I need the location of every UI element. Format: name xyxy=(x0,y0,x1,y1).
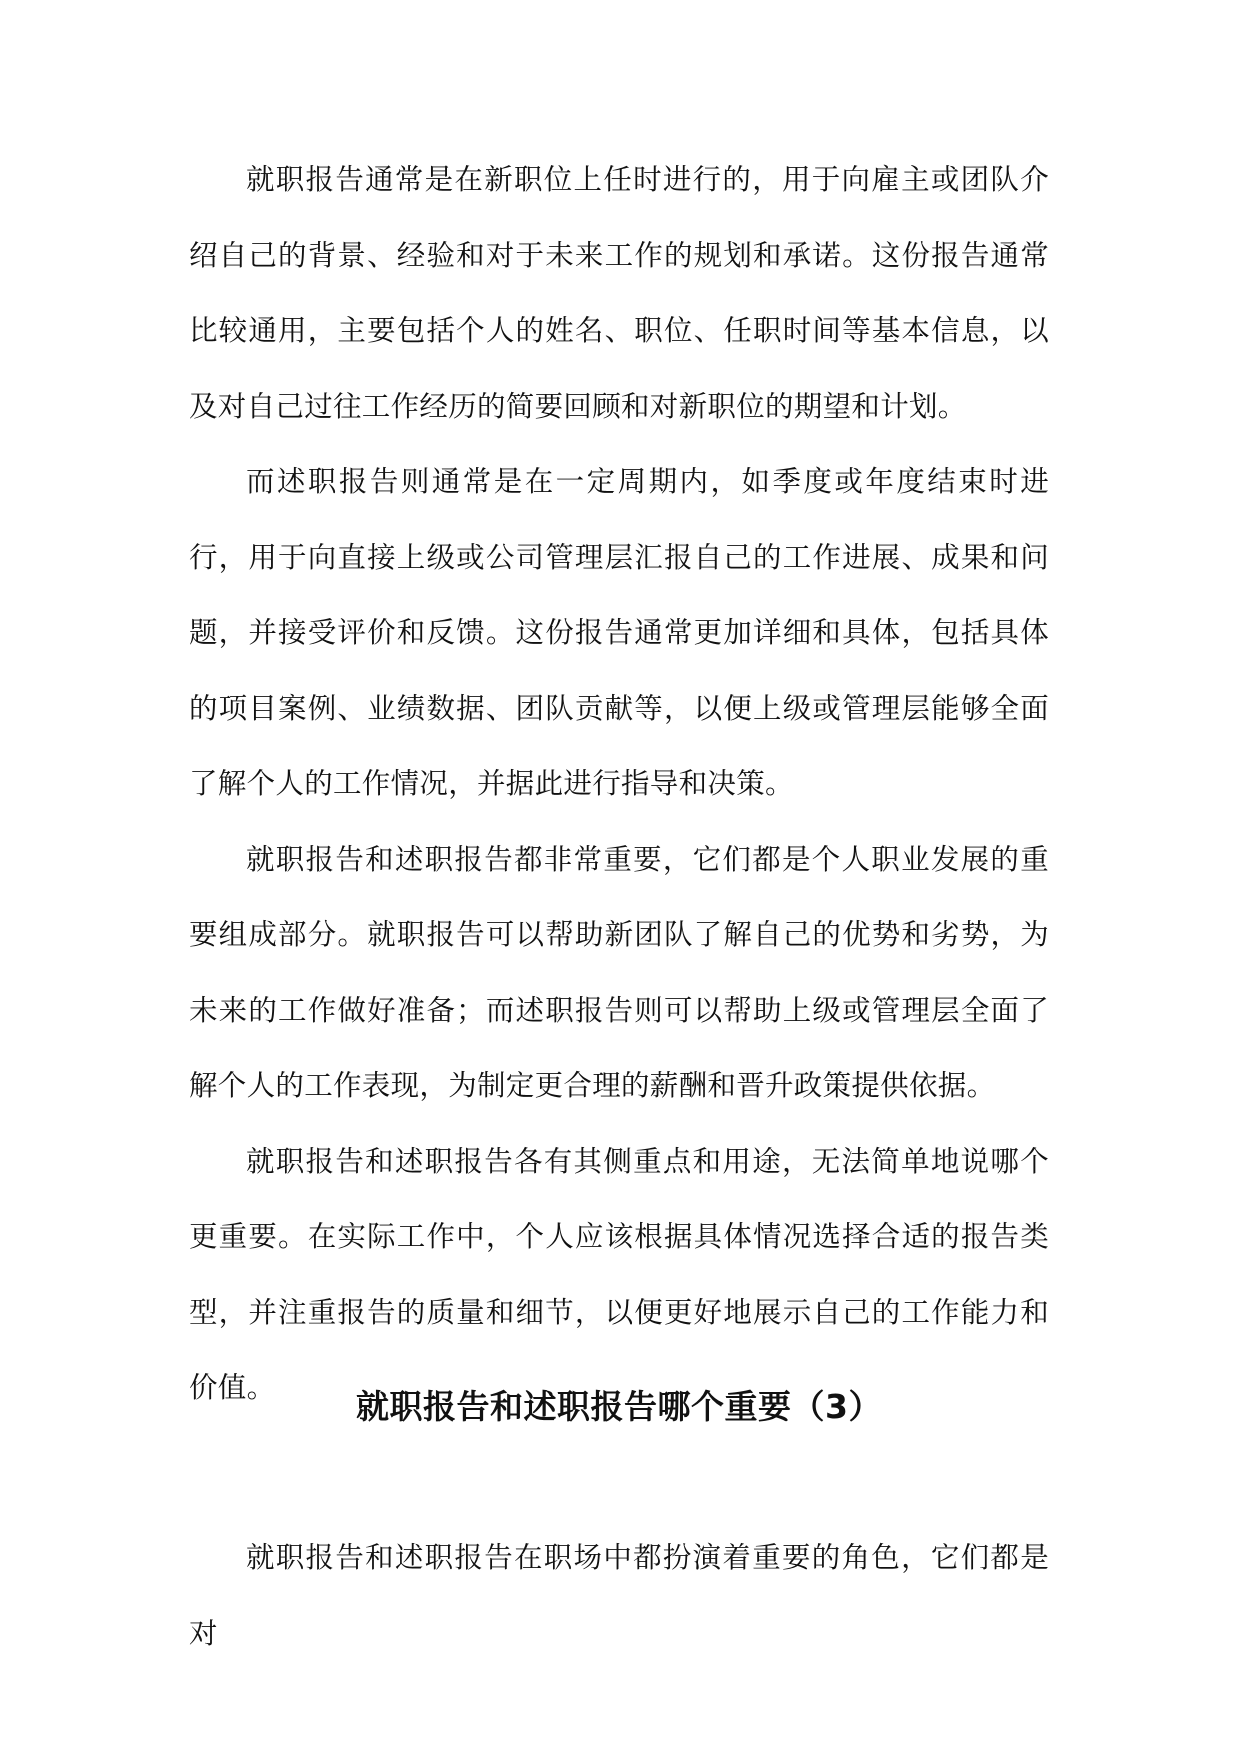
paragraph-4: 就职报告和述职报告各有其侧重点和用途，无法简单地说哪个更重要。在实际工作中，个人应该根据具体情况选择合适的报告类型，并注重报告的质量和细节，以便更好地展示自己的工作能力和价值。 xyxy=(189,1144,1049,1404)
body-text xyxy=(189,142,1049,1426)
paragraph-3: 就职报告和述职报告都非常重要，它们都是个人职业发展的重要组成部分。就职报告可以帮助新团队了解自己的优势和劣势，为未来的工作做好准备；而述职报告则可以帮助上级或管理层全面了解个人的工作表现，为制定更合理的薪酬和晋升政策提供依据。 xyxy=(189,842,1049,1102)
paragraph-1: 就职报告通常是在新职位上任时进行的，用于向雇主或团队介绍自己的背景、经验和对于未来工作的规划和承诺。这份报告通常比较通用，主要包括个人的姓名、职位、任职时间等基本信息，以及对自己过往工作经历的简要回顾和对新职位的期望和计划。 xyxy=(189,163,1049,423)
section-heading: 就职报告和述职报告哪个重要（3） xyxy=(356,1387,882,1426)
section-body xyxy=(189,1520,1049,1671)
paragraph-5: 就职报告和述职报告在职场中都扮演着重要的角色，它们都是对 xyxy=(189,1541,1049,1650)
paragraph-2: 而述职报告则通常是在一定周期内，如季度或年度结束时进行，用于向直接上级或公司管理层汇报自己的工作进展、成果和问题，并接受评价和反馈。这份报告通常更加详细和具体，包括具体的项目案例、业绩数据、团队贡献等，以便上级或管理层能够全面了解个人的工作情况，并据此进行指导和决策。 xyxy=(189,465,1049,800)
